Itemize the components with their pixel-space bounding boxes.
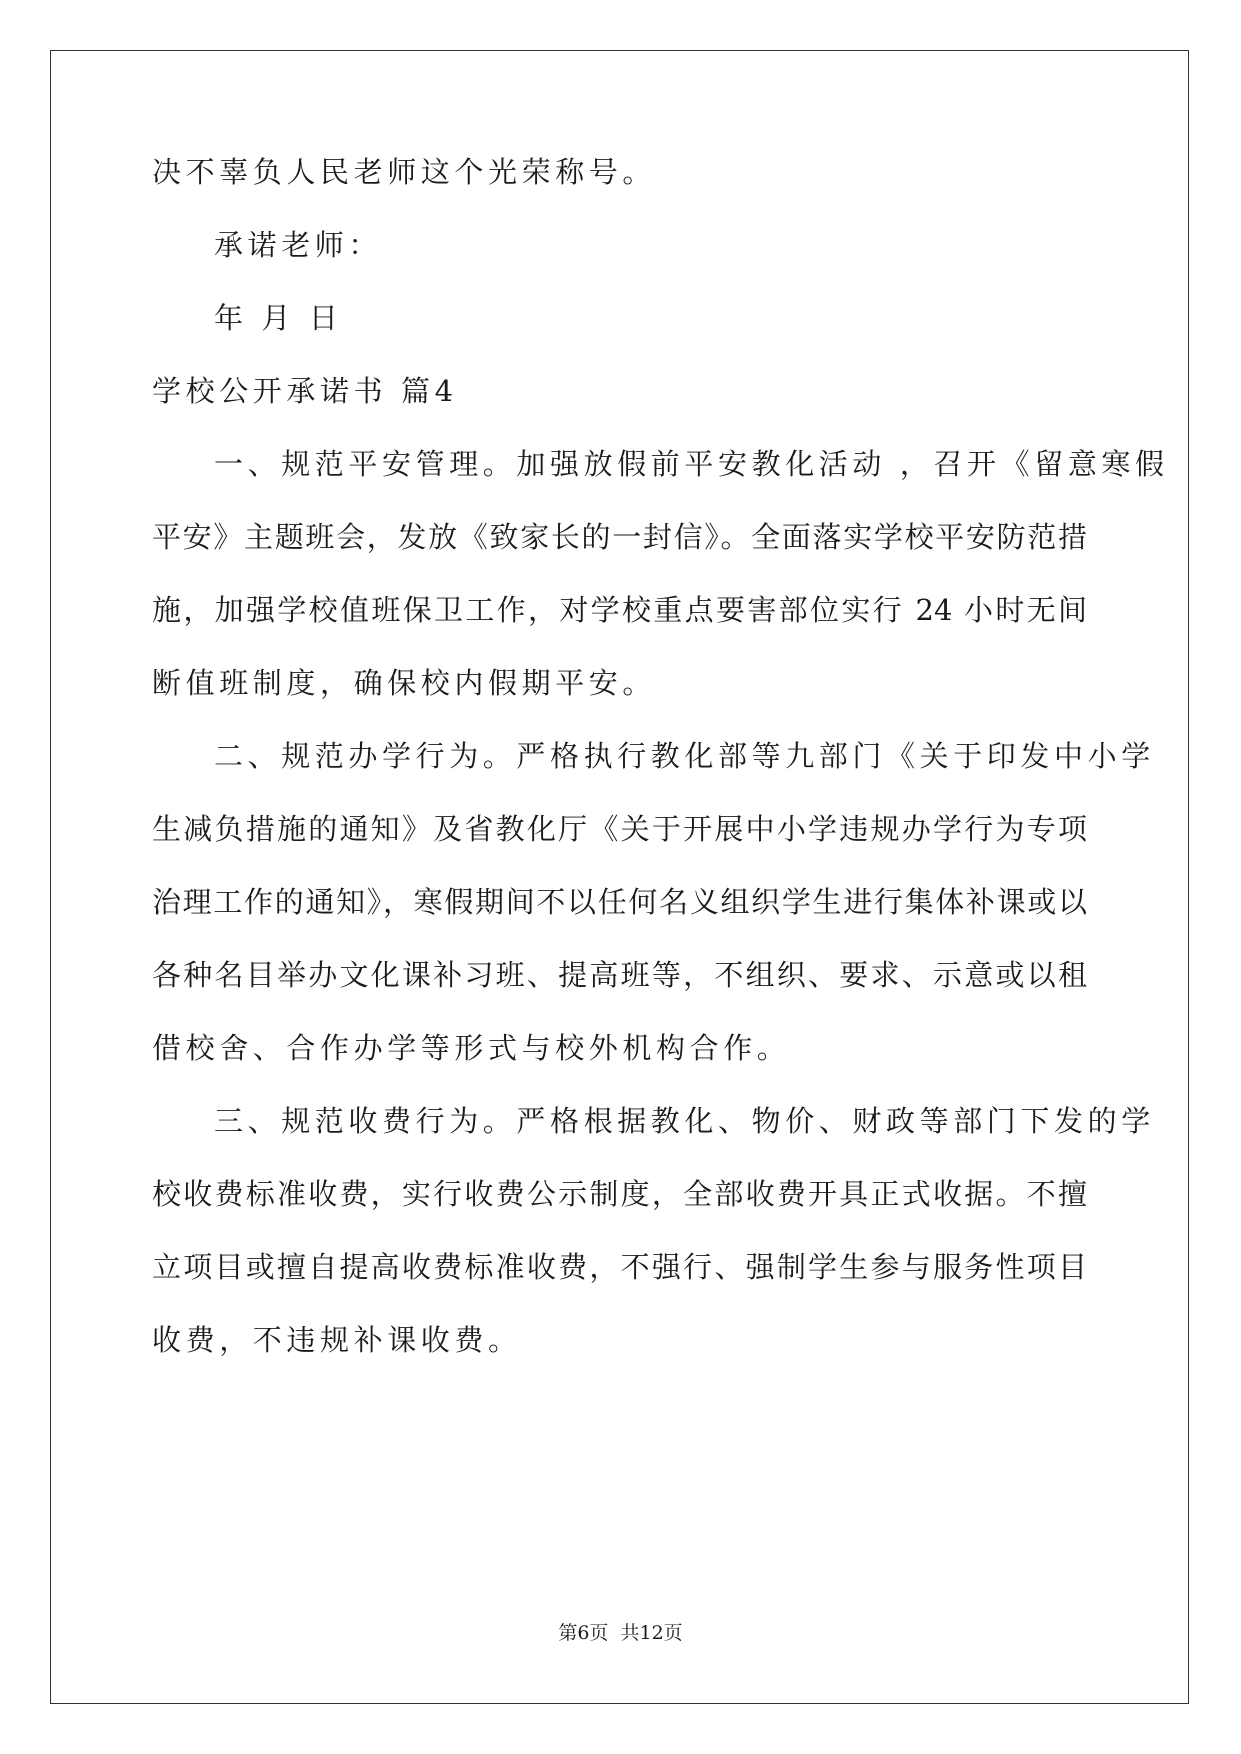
- paragraph-line: 校收费标准收费，实行收费公示制度，全部收费开具正式收据。不擅: [152, 1177, 1087, 1211]
- paragraph-line: 生减负措施的通知》及省教化厅《关于开展中小学违规办学行为专项: [152, 812, 1087, 846]
- paragraph-line: 平安》主题班会，发放《致家长的一封信》。全面落实学校平安防范措: [152, 520, 1087, 554]
- paragraph-line: 施，加强学校值班保卫工作，对学校重点要害部位实行 24 小时无间: [152, 593, 1087, 627]
- paragraph-line: 收费，不违规补课收费。: [152, 1323, 522, 1357]
- signature-label: 承诺老师：: [214, 228, 383, 262]
- paragraph-line: 借校舍、合作办学等形式与校外机构合作。: [152, 1031, 791, 1065]
- text-line: 决不辜负人民老师这个光荣称号。: [152, 155, 657, 189]
- section-heading: 学校公开承诺书 篇4: [152, 374, 458, 408]
- paragraph-line: 一、规范平安管理。加强放假前平安教化活动 ，召开《留意寒假: [214, 447, 1169, 481]
- paragraph-line: 断值班制度，确保校内假期平安。: [152, 666, 657, 700]
- paragraph-line: 二、规范办学行为。严格执行教化部等九部门《关于印发中小学: [214, 739, 1155, 773]
- paragraph-line: 各种名目举办文化课补习班、提高班等，不组织、要求、示意或以租: [152, 958, 1087, 992]
- paragraph-line: 治理工作的通知》，寒假期间不以任何名义组织学生进行集体补课或以: [152, 885, 1087, 919]
- date-label: 年 月 日: [214, 301, 343, 335]
- paragraph-line: 三、规范收费行为。严格根据教化、物价、财政等部门下发的学: [214, 1104, 1155, 1138]
- paragraph-line: 立项目或擅自提高收费标准收费，不强行、强制学生参与服务性项目: [152, 1250, 1087, 1284]
- page-number: 第6页 共12页: [558, 1622, 683, 1644]
